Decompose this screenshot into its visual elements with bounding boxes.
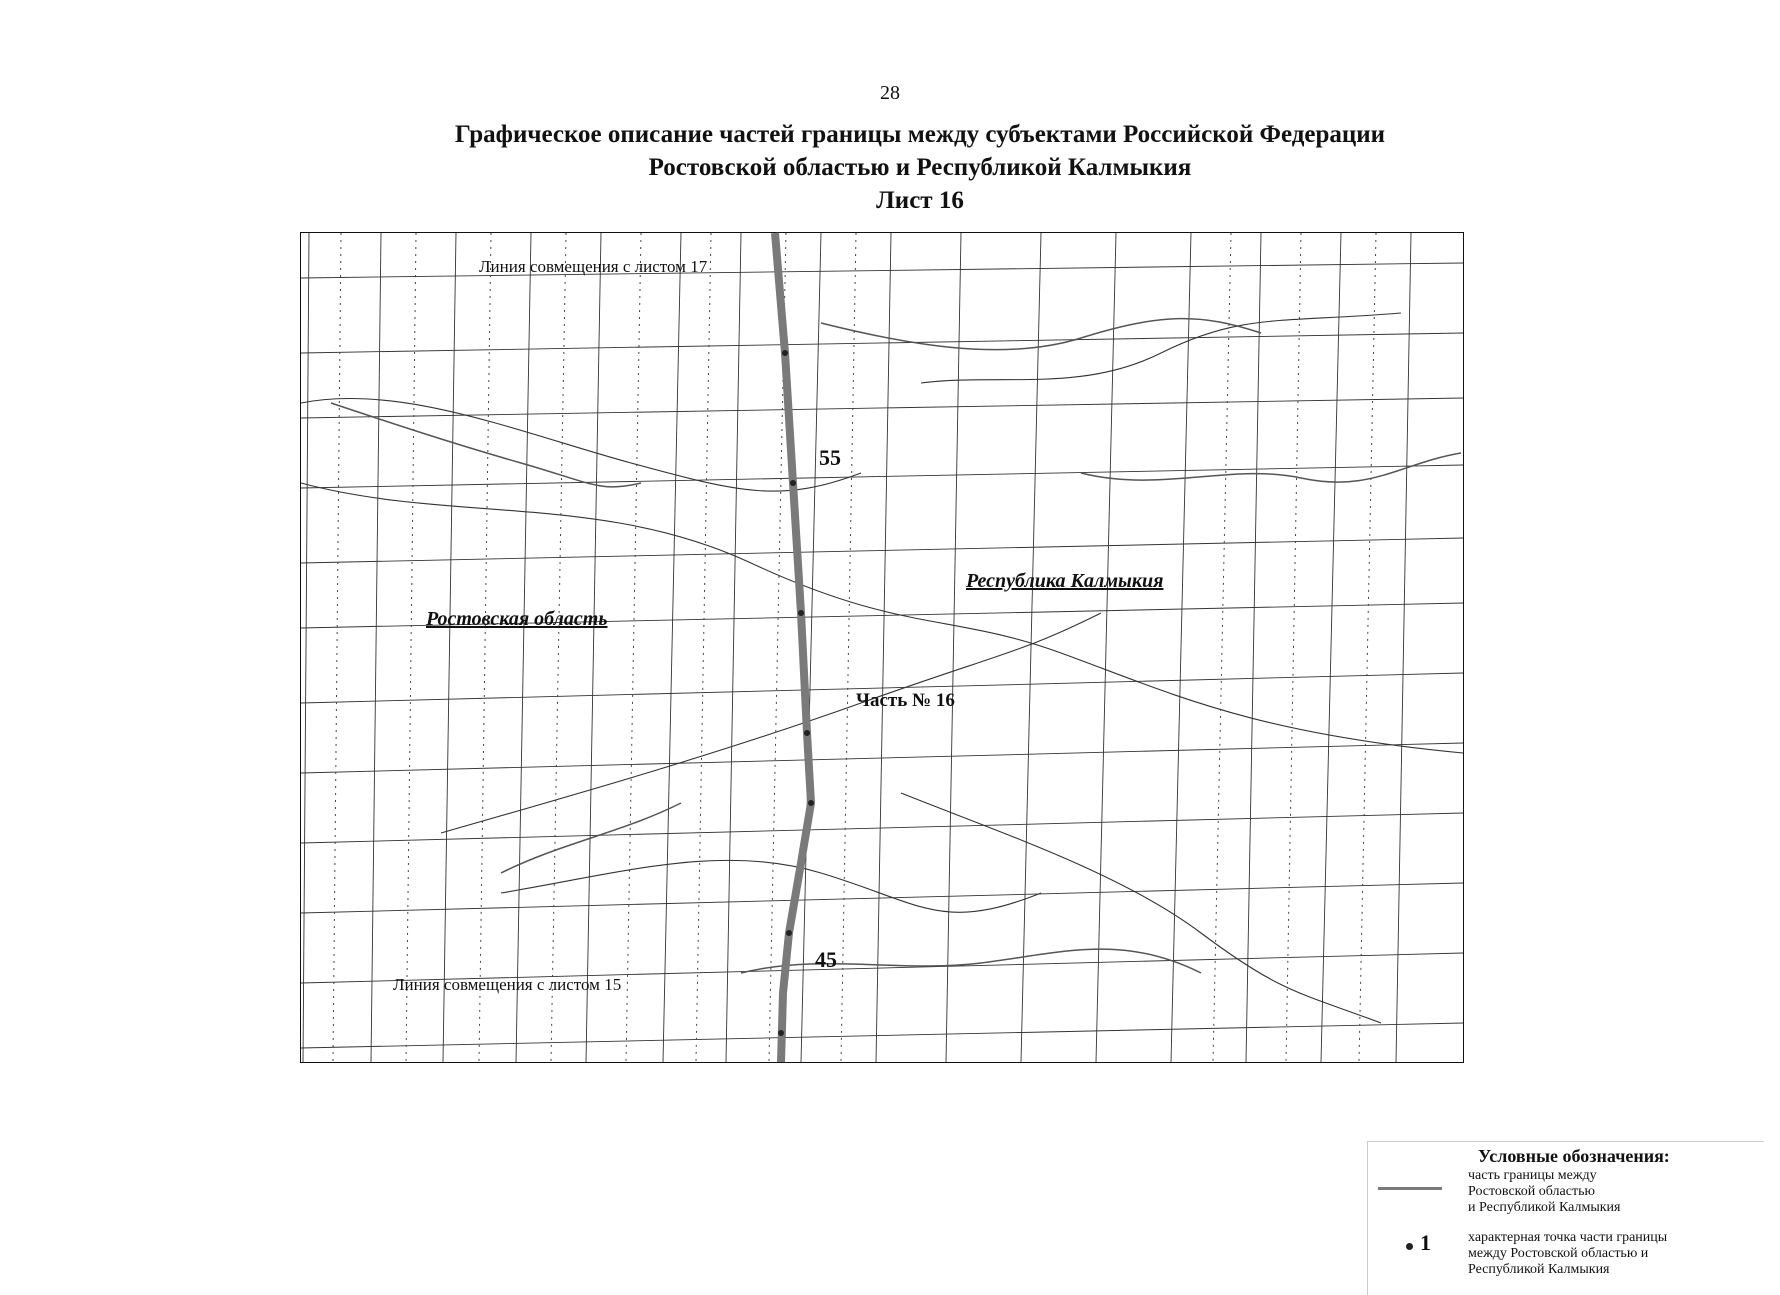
legend-line-desc-3: и Республикой Калмыкия bbox=[1468, 1200, 1621, 1215]
region-rostov-label: Ростовская область bbox=[426, 608, 608, 630]
boundary-point-55-label: 55 bbox=[819, 445, 841, 470]
legend-point-desc-1: характерная точка части границы bbox=[1468, 1230, 1668, 1245]
map-canvas bbox=[301, 233, 1463, 1062]
legend-point-number: 1 bbox=[1420, 1230, 1431, 1255]
topographic-map bbox=[300, 232, 1670, 1277]
map-grid bbox=[301, 233, 1463, 1062]
legend-line-desc-1: часть границы между bbox=[1468, 1168, 1597, 1183]
legend-line-desc-2: Ростовской областью bbox=[1468, 1184, 1595, 1199]
map-legend bbox=[1367, 1141, 1764, 1295]
title-line-2: Ростовской областью и Республикой Калмыкия bbox=[648, 154, 1192, 181]
legend-title: Условные обозначения: bbox=[1478, 1146, 1670, 1166]
boundary-line bbox=[775, 233, 811, 1062]
region-kalmykia-label: Республика Калмыкия bbox=[966, 570, 1164, 592]
legend-point-description bbox=[1468, 1230, 1758, 1278]
map-rivers bbox=[331, 319, 1461, 973]
page-number: 28 bbox=[880, 82, 900, 104]
legend-boundary-line-symbol bbox=[1378, 1187, 1442, 1190]
title-line-3: Лист 16 bbox=[876, 187, 964, 214]
legend-point-symbol bbox=[1406, 1243, 1413, 1250]
join-line-top-label: Линия совмещения с листом 17 bbox=[479, 257, 708, 276]
part-number-label: Часть № 16 bbox=[856, 690, 955, 711]
join-line-bottom-label: Линия совмещения с листом 15 bbox=[393, 975, 622, 994]
title-line-1: Графическое описание частей границы между субъектами Российской Федерации bbox=[454, 121, 1386, 148]
legend-boundary-line-description bbox=[1468, 1168, 1758, 1216]
legend-point-desc-3: Республикой Калмыкия bbox=[1468, 1262, 1610, 1277]
legend-point-desc-2: между Ростовской областью и bbox=[1468, 1246, 1649, 1261]
field-dotted-lines bbox=[333, 233, 1376, 1062]
map-roads bbox=[301, 313, 1463, 1023]
boundary-point-45-label: 45 bbox=[815, 947, 837, 972]
page-title bbox=[60, 118, 1780, 217]
